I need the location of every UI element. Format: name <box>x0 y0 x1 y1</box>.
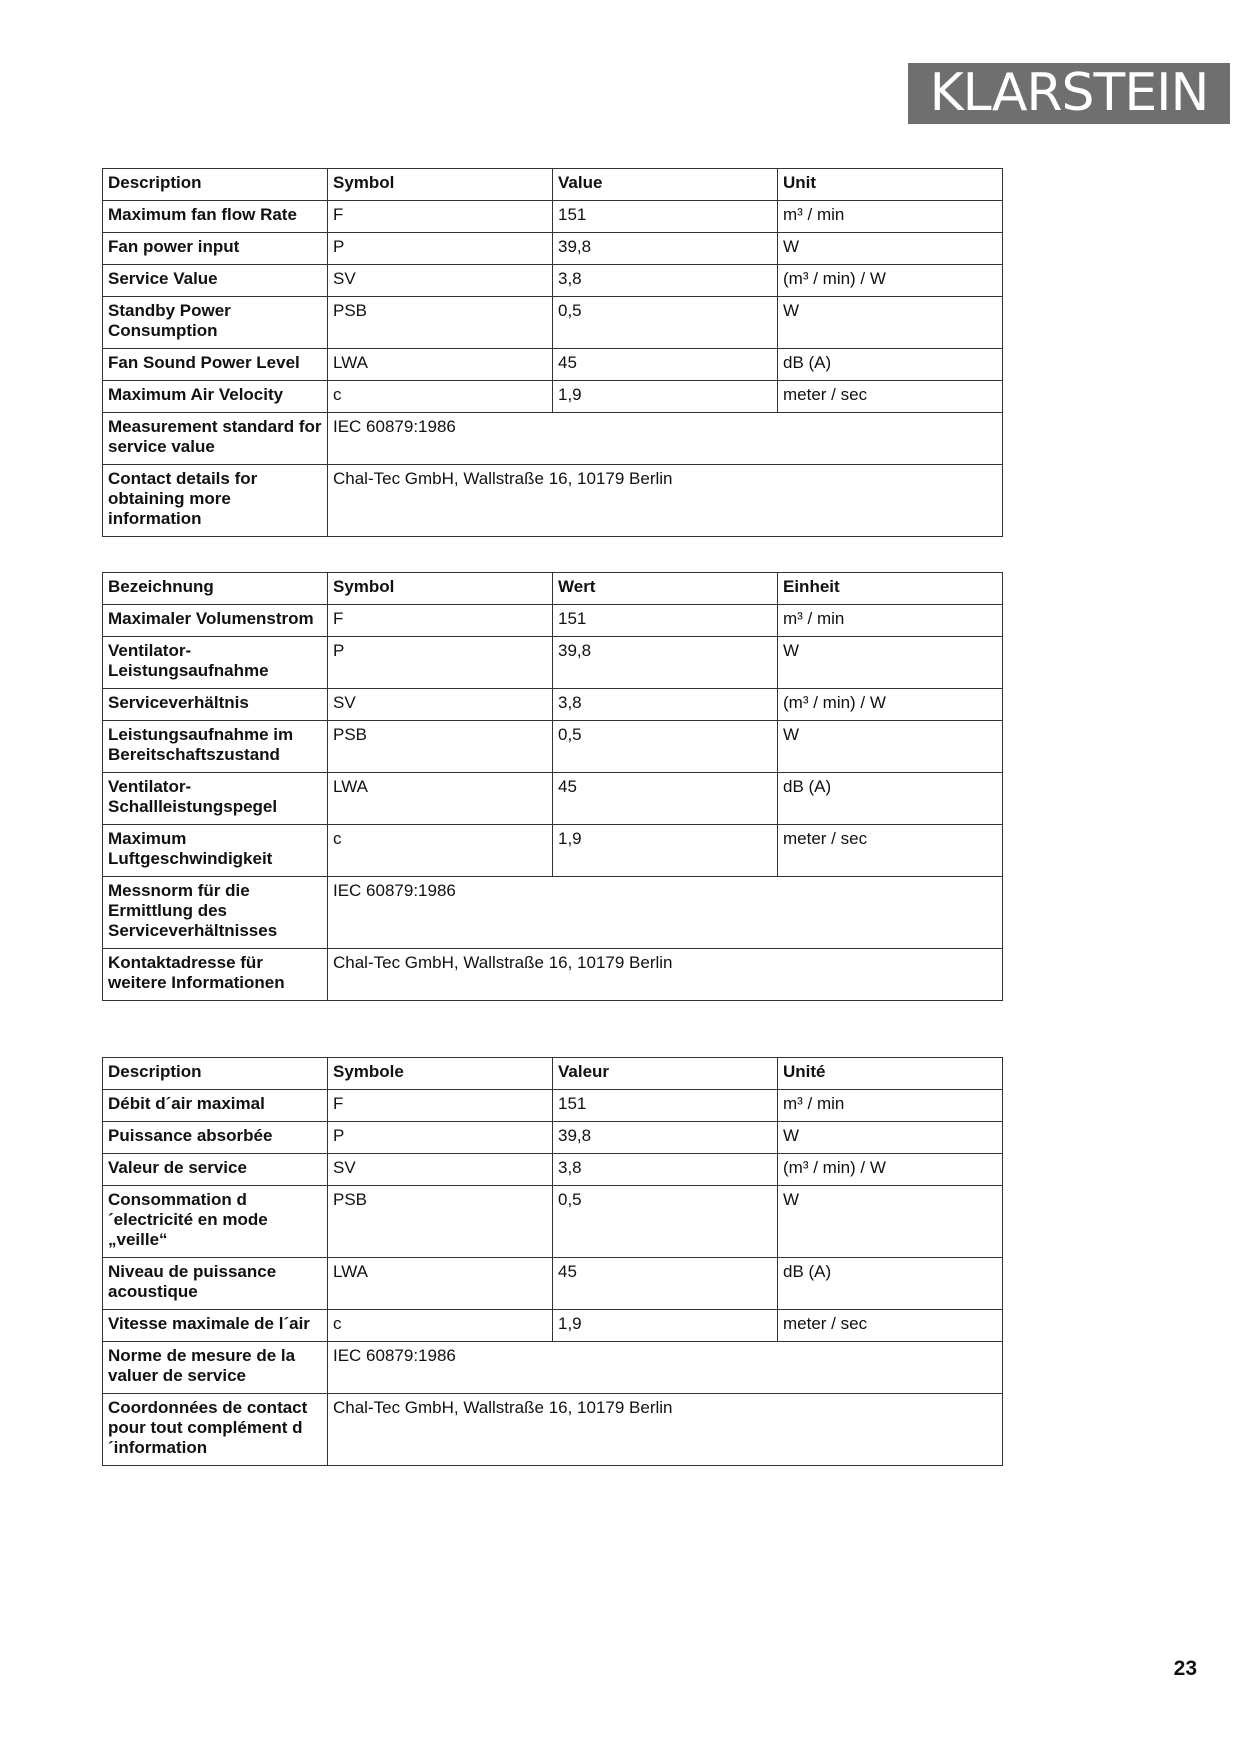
table-row <box>103 1186 1003 1258</box>
header-unit: Einheit <box>778 573 1003 605</box>
table-row <box>103 1090 1003 1122</box>
header-symbol: Symbol <box>328 573 553 605</box>
table-row <box>103 297 1003 349</box>
row-symbol: c <box>328 1310 553 1342</box>
row-unit: W <box>778 1186 1003 1258</box>
table-row <box>103 201 1003 233</box>
row-wide-value: Chal-Tec GmbH, Wallstraße 16, 10179 Berlin <box>328 949 1003 1001</box>
row-unit: W <box>778 1122 1003 1154</box>
row-label: Maximaler Volumenstrom <box>103 605 328 637</box>
header-unit: Unité <box>778 1058 1003 1090</box>
row-unit: W <box>778 637 1003 689</box>
page-number: 23 <box>1173 1657 1197 1680</box>
row-symbol: F <box>328 605 553 637</box>
row-unit: m³ / min <box>778 201 1003 233</box>
row-symbol: c <box>328 825 553 877</box>
table-row <box>103 1310 1003 1342</box>
row-label: Contact details for obtaining more information <box>103 465 328 537</box>
row-label: Vitesse maximale de l´air <box>103 1310 328 1342</box>
table-row <box>103 1154 1003 1186</box>
row-label: Maximum fan flow Rate <box>103 201 328 233</box>
spec-table-english <box>102 168 1003 537</box>
row-value: 0,5 <box>553 1186 778 1258</box>
table-header-row <box>103 1058 1003 1090</box>
row-symbol: F <box>328 1090 553 1122</box>
table-row <box>103 1342 1003 1394</box>
row-unit: dB (A) <box>778 1258 1003 1310</box>
row-wide-value: IEC 60879:1986 <box>328 877 1003 949</box>
row-wide-value: IEC 60879:1986 <box>328 413 1003 465</box>
row-wide-value: IEC 60879:1986 <box>328 1342 1003 1394</box>
row-symbol: SV <box>328 1154 553 1186</box>
table-row <box>103 1394 1003 1466</box>
row-label: Ventilator-Leistungsaufnahme <box>103 637 328 689</box>
row-symbol: SV <box>328 265 553 297</box>
row-symbol: SV <box>328 689 553 721</box>
row-value: 39,8 <box>553 1122 778 1154</box>
table-row <box>103 637 1003 689</box>
row-label: Standby Power Consumption <box>103 297 328 349</box>
row-wide-value: Chal-Tec GmbH, Wallstraße 16, 10179 Berlin <box>328 465 1003 537</box>
table-row <box>103 381 1003 413</box>
row-label: Fan Sound Power Level <box>103 349 328 381</box>
row-symbol: LWA <box>328 1258 553 1310</box>
row-label: Puissance absorbée <box>103 1122 328 1154</box>
row-value: 0,5 <box>553 297 778 349</box>
row-unit: m³ / min <box>778 1090 1003 1122</box>
table-row <box>103 1258 1003 1310</box>
table-row <box>103 465 1003 537</box>
table-row <box>103 877 1003 949</box>
table-header-row <box>103 573 1003 605</box>
row-unit: (m³ / min) / W <box>778 1154 1003 1186</box>
row-value: 1,9 <box>553 1310 778 1342</box>
row-symbol: LWA <box>328 773 553 825</box>
brand-logo: KLARSTEIN <box>908 63 1230 124</box>
header-description: Description <box>103 1058 328 1090</box>
table-header-row <box>103 169 1003 201</box>
row-value: 39,8 <box>553 637 778 689</box>
row-symbol: F <box>328 201 553 233</box>
row-value: 0,5 <box>553 721 778 773</box>
spec-table-german <box>102 572 1003 1001</box>
table-row <box>103 413 1003 465</box>
row-label: Coordonnées de contact pour tout complément d´information <box>103 1394 328 1466</box>
row-label: Consommation d´electricité en mode „veille“ <box>103 1186 328 1258</box>
header-description: Description <box>103 169 328 201</box>
row-unit: meter / sec <box>778 825 1003 877</box>
table-row <box>103 1122 1003 1154</box>
row-unit: (m³ / min) / W <box>778 265 1003 297</box>
row-value: 39,8 <box>553 233 778 265</box>
row-symbol: c <box>328 381 553 413</box>
row-unit: m³ / min <box>778 605 1003 637</box>
row-value: 3,8 <box>553 689 778 721</box>
row-value: 45 <box>553 773 778 825</box>
row-label: Valeur de service <box>103 1154 328 1186</box>
row-unit: (m³ / min) / W <box>778 689 1003 721</box>
header-symbol: Symbol <box>328 169 553 201</box>
row-unit: W <box>778 721 1003 773</box>
row-label: Fan power input <box>103 233 328 265</box>
spec-table-french <box>102 1057 1003 1466</box>
header-unit: Unit <box>778 169 1003 201</box>
row-unit: W <box>778 297 1003 349</box>
header-value: Value <box>553 169 778 201</box>
row-unit: dB (A) <box>778 773 1003 825</box>
row-value: 3,8 <box>553 1154 778 1186</box>
row-label: Kontaktadresse für weitere Informationen <box>103 949 328 1001</box>
row-unit: meter / sec <box>778 381 1003 413</box>
header-value: Wert <box>553 573 778 605</box>
row-unit: W <box>778 233 1003 265</box>
row-symbol: PSB <box>328 1186 553 1258</box>
row-label: Leistungsaufnahme im Bereitschaftszustand <box>103 721 328 773</box>
row-label: Ventilator-Schallleistungspegel <box>103 773 328 825</box>
row-value: 1,9 <box>553 381 778 413</box>
row-label: Débit d´air maximal <box>103 1090 328 1122</box>
table-row <box>103 349 1003 381</box>
row-label: Niveau de puissance acoustique <box>103 1258 328 1310</box>
row-value: 45 <box>553 349 778 381</box>
row-value: 151 <box>553 1090 778 1122</box>
row-symbol: PSB <box>328 721 553 773</box>
row-unit: meter / sec <box>778 1310 1003 1342</box>
header-description: Bezeichnung <box>103 573 328 605</box>
table-row <box>103 773 1003 825</box>
table-row <box>103 689 1003 721</box>
row-symbol: LWA <box>328 349 553 381</box>
table-row <box>103 233 1003 265</box>
row-label: Messnorm für die Ermittlung des Serviceverhältnisses <box>103 877 328 949</box>
header-symbol: Symbole <box>328 1058 553 1090</box>
row-value: 3,8 <box>553 265 778 297</box>
row-label: Serviceverhältnis <box>103 689 328 721</box>
row-unit: dB (A) <box>778 349 1003 381</box>
row-label: Service Value <box>103 265 328 297</box>
row-label: Measurement standard for service value <box>103 413 328 465</box>
row-wide-value: Chal-Tec GmbH, Wallstraße 16, 10179 Berlin <box>328 1394 1003 1466</box>
table-row <box>103 949 1003 1001</box>
row-symbol: P <box>328 233 553 265</box>
row-value: 151 <box>553 201 778 233</box>
row-label: Norme de mesure de la valuer de service <box>103 1342 328 1394</box>
table-row <box>103 605 1003 637</box>
row-label: Maximum Air Velocity <box>103 381 328 413</box>
row-label: Maximum Luftgeschwindigkeit <box>103 825 328 877</box>
row-symbol: P <box>328 1122 553 1154</box>
table-row <box>103 825 1003 877</box>
row-value: 45 <box>553 1258 778 1310</box>
row-value: 151 <box>553 605 778 637</box>
header-value: Valeur <box>553 1058 778 1090</box>
row-symbol: P <box>328 637 553 689</box>
table-row <box>103 721 1003 773</box>
row-symbol: PSB <box>328 297 553 349</box>
table-row <box>103 265 1003 297</box>
row-value: 1,9 <box>553 825 778 877</box>
